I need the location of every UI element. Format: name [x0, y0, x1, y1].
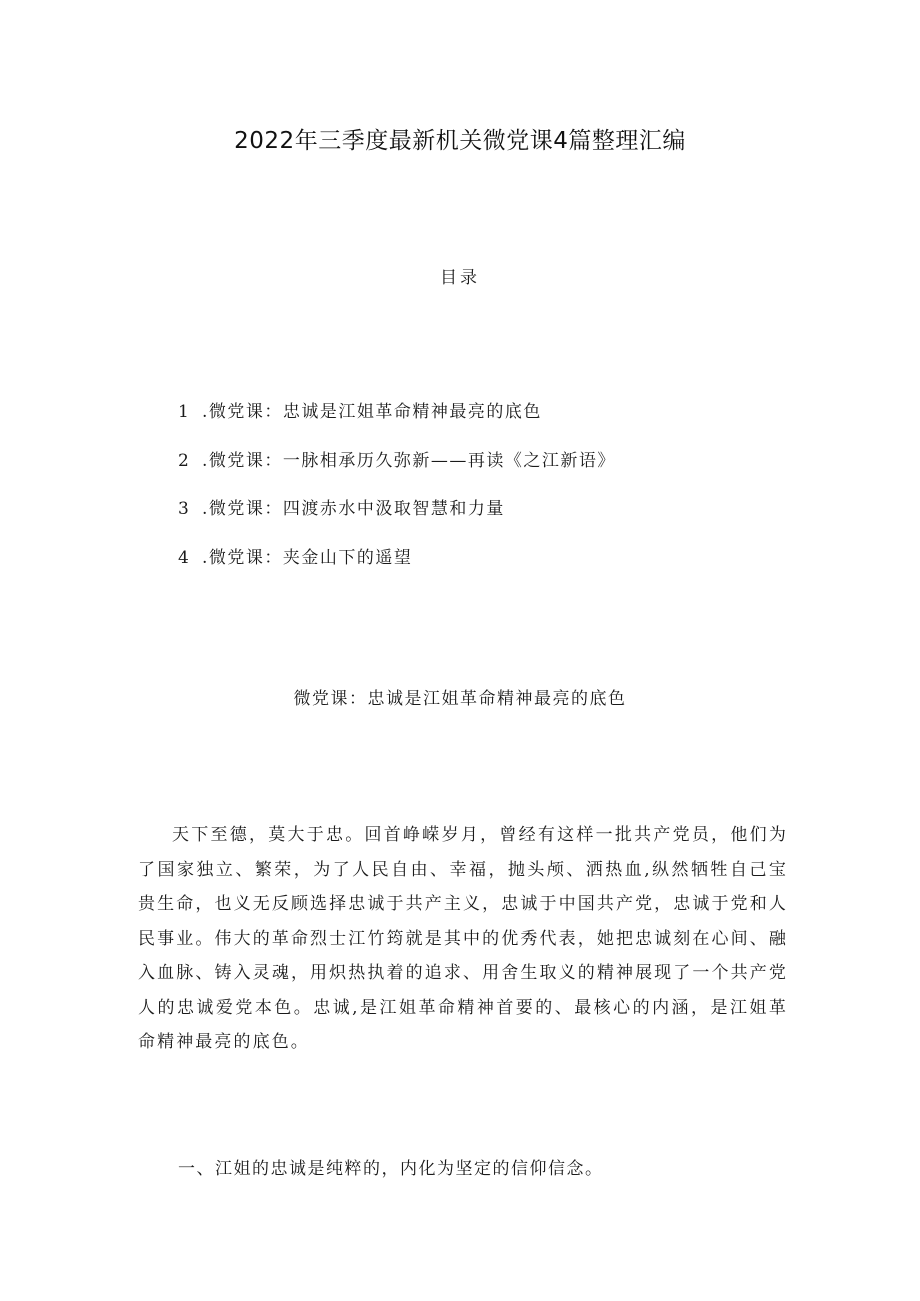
toc-item-label: .微党课：忠诚是江姐革命精神最亮的底色 [202, 402, 542, 422]
toc-item [178, 497, 616, 546]
toc-item-number: 2 [178, 450, 191, 471]
section-subheading: 一、江姐的忠诚是纯粹的，内化为坚定的信仰信念。 [178, 1159, 604, 1179]
toc-item-label: .微党课：四渡赤水中汲取智慧和力量 [202, 499, 505, 519]
body-paragraph: 天下至德，莫大于忠。回首峥嵘岁月，曾经有这样一批共产党员，他们为了国家独立、繁荣，为了人民自由、幸福，抛头颅、洒热血,纵然牺牲自己宝贵生命，也义无反顾选择忠诚于共产主义，忠诚于中国共产党，忠诚于党和人民事业。伟大的革命烈士江竹筠就是其中的优秀代表，她把忠诚刻在心间、融入血脉、铸入灵魂，用炽热执着的追求、用舍生取义的精神展现了一个共产党人的忠诚爱党本色。忠诚,是江姐革命精神首要的、最核心的内涵，是江姐革命精神最亮的底色。 [138, 825, 788, 1052]
toc-item [178, 449, 616, 498]
toc-item-label: .微党课：夹金山下的遥望 [202, 547, 413, 568]
toc-item-label: .微党课：一脉相承历久弥新——再读《之江新语》 [202, 450, 616, 471]
document-title: 2022年三季度最新机关微党课4篇整理汇编 [234, 128, 686, 154]
toc-item-number: 4 [178, 547, 191, 568]
toc-item-number: 1 [178, 402, 191, 422]
section-title: 微党课：忠诚是江姐革命精神最亮的底色 [293, 689, 627, 709]
toc-item [178, 546, 616, 595]
toc-item [178, 400, 616, 449]
table-of-contents [178, 400, 616, 594]
toc-item-number: 3 [178, 499, 191, 519]
toc-heading: 目录 [440, 268, 480, 288]
